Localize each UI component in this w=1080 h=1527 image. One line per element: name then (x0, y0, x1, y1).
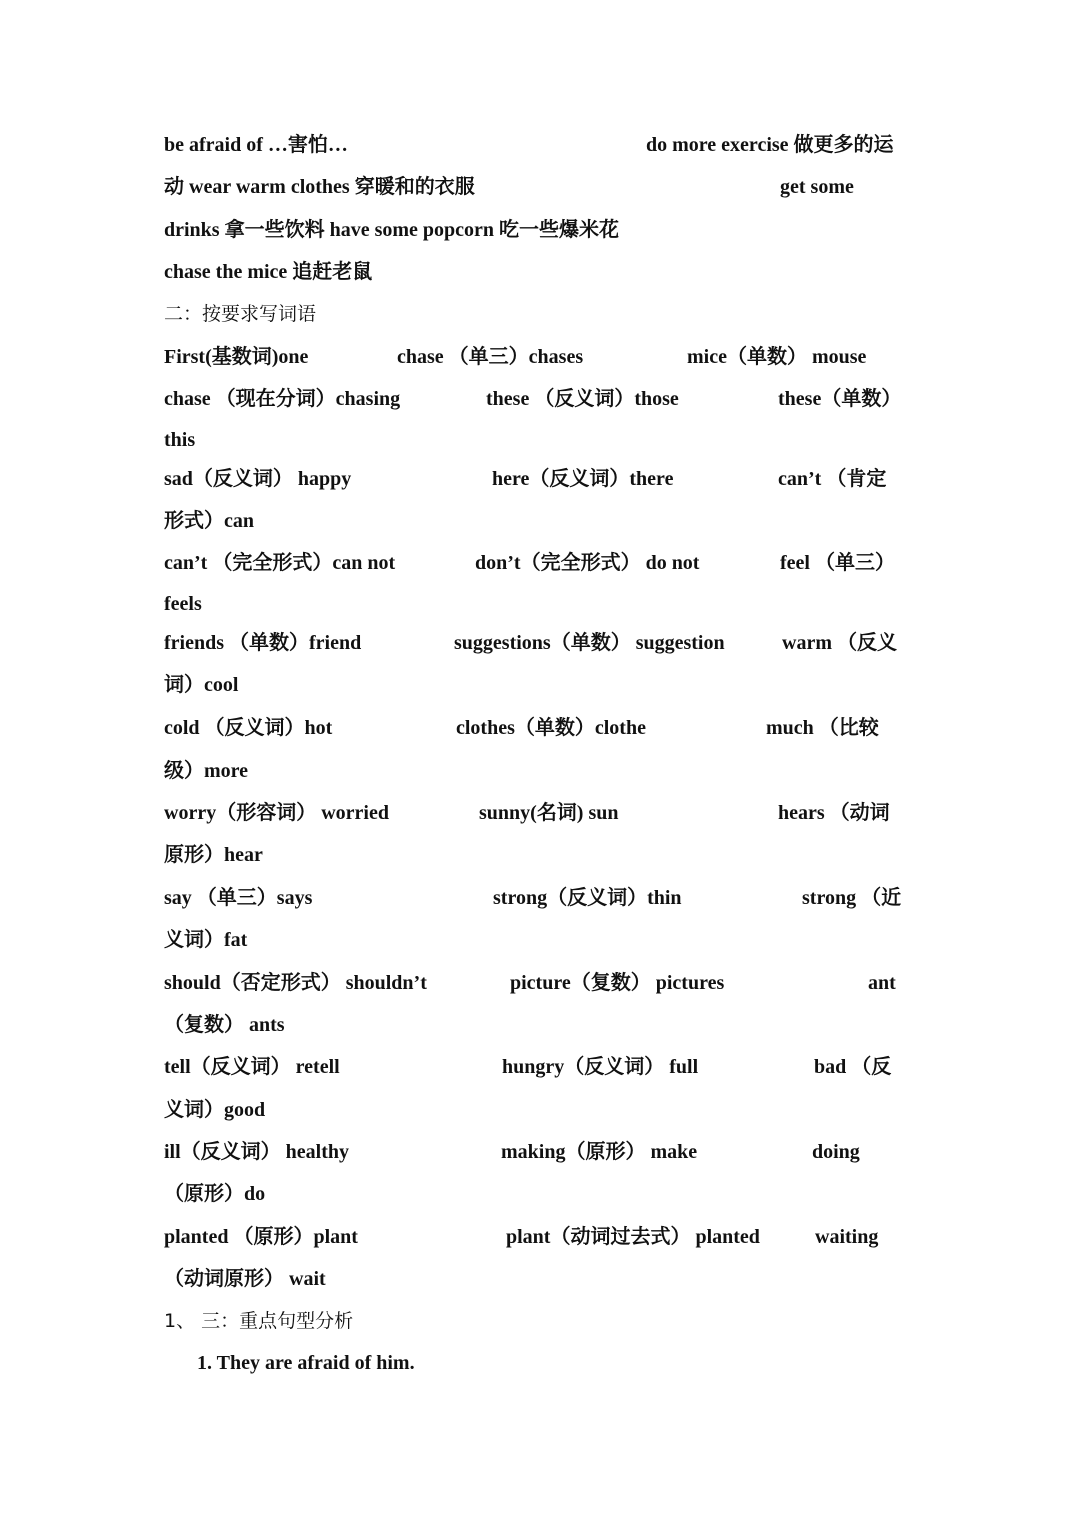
word-item: feel （单三） (780, 552, 895, 574)
word-row (164, 877, 924, 919)
phrase-line-2 (164, 166, 924, 208)
word-item: bad （反 (814, 1056, 892, 1078)
word-item: say （单三）says (164, 887, 313, 909)
word-item: suggestions（单数） suggestion (454, 632, 725, 654)
word-row (164, 962, 924, 1004)
word-item: should（否定形式） shouldn’t (164, 972, 427, 994)
section-2-heading (164, 293, 924, 335)
word-item: strong （近 (802, 887, 902, 909)
word-item: 义词）good (164, 1099, 266, 1121)
word-item: waiting (815, 1226, 879, 1248)
word-row (164, 919, 924, 961)
phrase-line-3 (164, 209, 924, 251)
word-item: can’t （肯定 (778, 468, 887, 490)
word-item: this (164, 429, 196, 451)
phrase-get-some: get some (780, 176, 854, 198)
section-2-title: 二：按要求写词语 (164, 303, 317, 325)
word-row (164, 1004, 924, 1046)
word-item: （原形）do (164, 1183, 266, 1205)
word-row (164, 500, 924, 542)
word-item: tell（反义词） retell (164, 1056, 340, 1078)
word-item: planted （原形）plant (164, 1226, 358, 1248)
word-row (164, 707, 924, 749)
word-item: ill（反义词） healthy (164, 1141, 350, 1163)
word-row (164, 1173, 924, 1215)
word-item: cold （反义词）hot (164, 717, 333, 739)
word-item: friends （单数）friend (164, 632, 362, 654)
word-row (164, 1258, 924, 1300)
word-row (164, 542, 924, 584)
word-item: chase （单三）chases (397, 346, 584, 368)
word-item: feels (164, 593, 202, 615)
word-item: sunny(名词) sun (479, 802, 619, 824)
word-item: 原形）hear (164, 844, 263, 866)
word-item: chase （现在分词）chasing (164, 388, 401, 410)
phrase-wear-warm-clothes: 动 wear warm clothes 穿暖和的衣服 (164, 176, 475, 198)
word-item: clothes（单数）clothe (456, 717, 646, 739)
phrase-line-1 (164, 124, 924, 166)
word-item: sad（反义词） happy (164, 468, 352, 490)
word-row (164, 1046, 924, 1088)
word-row (164, 458, 924, 500)
phrase-chase-the-mice: chase the mice 追赶老鼠 (164, 261, 373, 283)
word-item: these（单数） (778, 388, 902, 410)
section-3-title: 1、 三：重点句型分析 (164, 1310, 354, 1332)
word-row (164, 419, 924, 461)
word-item: mice（单数） mouse (687, 346, 867, 368)
word-row (164, 622, 924, 664)
word-item: First(基数词)one (164, 346, 309, 368)
word-row (164, 792, 924, 834)
word-item: much （比较 (766, 717, 879, 739)
key-sentence-line (164, 1342, 924, 1384)
word-item: warm （反义 (782, 632, 897, 654)
word-item: 义词）fat (164, 929, 248, 951)
word-item: hears （动词 (778, 802, 890, 824)
word-row (164, 664, 924, 706)
word-item: plant（动词过去式） planted (506, 1226, 760, 1248)
section-3-heading (164, 1300, 924, 1342)
word-row (164, 336, 924, 378)
key-sentence-1: 1. They are afraid of him. (197, 1352, 415, 1374)
word-item: making（原形） make (501, 1141, 698, 1163)
word-row (164, 1131, 924, 1173)
phrase-do-more-exercise: do more exercise 做更多的运 (646, 134, 894, 156)
word-item: 形式）can (164, 510, 254, 532)
phrase-be-afraid-of: be afraid of …害怕… (164, 134, 348, 156)
word-item: here（反义词）there (492, 468, 674, 490)
word-row (164, 834, 924, 876)
word-item: hungry（反义词） full (502, 1056, 699, 1078)
word-row (164, 750, 924, 792)
word-item: don’t（完全形式） do not (475, 552, 700, 574)
word-item: picture（复数） pictures (510, 972, 725, 994)
word-item: can’t （完全形式）can not (164, 552, 396, 574)
word-item: ant (868, 972, 896, 994)
word-item: （动词原形） wait (164, 1268, 326, 1290)
word-item: 级）more (164, 760, 249, 782)
word-row (164, 1216, 924, 1258)
word-row (164, 1089, 924, 1131)
word-item: （复数） ants (164, 1014, 285, 1036)
phrase-line-4 (164, 251, 924, 293)
word-item: strong（反义词）thin (493, 887, 682, 909)
phrase-drinks-popcorn: drinks 拿一些饮料 have some popcorn 吃一些爆米花 (164, 219, 620, 241)
word-item: doing (812, 1141, 860, 1163)
word-row (164, 378, 924, 420)
word-row (164, 583, 924, 625)
word-item: these （反义词）those (486, 388, 679, 410)
word-item: worry（形容词） worried (164, 802, 389, 824)
word-item: 词）cool (164, 674, 239, 696)
